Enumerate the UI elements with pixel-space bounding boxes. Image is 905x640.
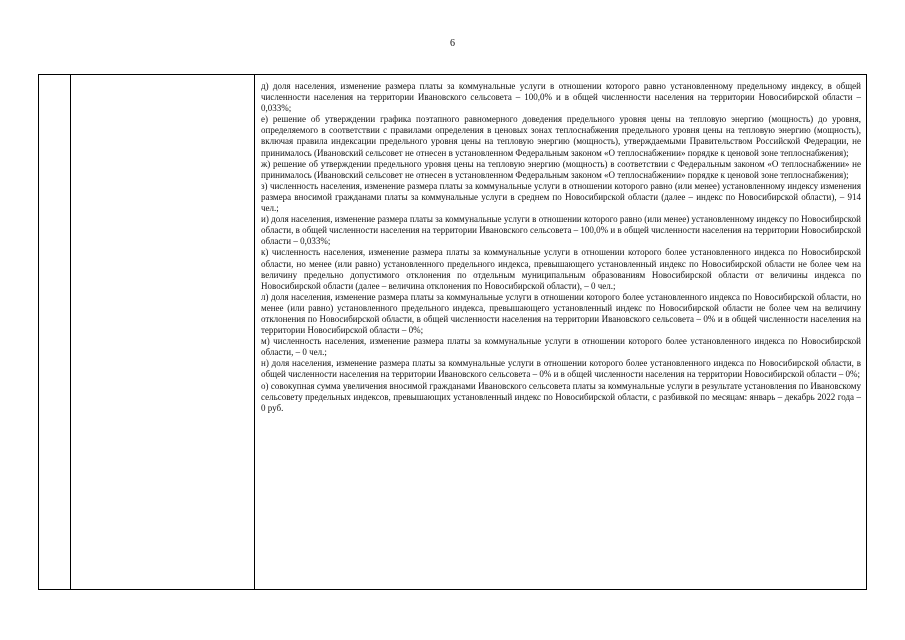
- table-column-name: [71, 75, 255, 589]
- paragraph-o: о) совокупная сумма увеличения вносимой гражданами Ивановского сельсовета платы за коммунальные услуги в результате установления по Ивановскому сельсовету предельных индексов, превышающих установленный индекс по Новосибирской области, с разбивкой по месяцам: январь – декабрь 2022 года – 0 руб.: [261, 380, 861, 413]
- table-column-number: [39, 75, 71, 589]
- paragraph-e: е) решение об утверждении графика поэтапного равномерного доведения предельного уровня цены на тепловую энергию (мощность) до уровня, определяемого в соответствии с правилами определения в ценовых зонах теплоснабжения предельного уровня цены на тепловую энергию (мощность), включая правила индексации предельного уровня цены на тепловую энергию (мощность), утверждаемыми Правительством Российской Федерации, не принималось (Ивановский сельсовет не отнесен в установленном Федеральным законом «О теплоснабжении» порядке к ценовой зоне теплоснабжения);: [261, 114, 861, 158]
- paragraph-l: л) доля населения, изменение размера платы за коммунальные услуги в отношении которого более установленного индекса по Новосибирской области, но менее (или равно) установленного предельного индекса, превышающего установленный индекс по Новосибирской области не более чем на величину отклонения по Новосибирской области, в общей численности населения на территории Ивановского сельсовета – 0% и в общей численности населения на территории Новосибирской области – 0%;: [261, 291, 861, 336]
- paragraph-k: к) численность населения, изменение размера платы за коммунальные услуги в отношении которого более установленного индекса по Новосибирской области, но менее (или равно) установленного предельного индекса, превышающего установленный индекс по Новосибирской области не более чем на величину предельно допустимого отклонения по отдельным муниципальным образованиям Новосибирской области от величины индекса по Новосибирской области (далее – величина отклонения по Новосибирской области), – 0 чел.;: [261, 247, 861, 291]
- paragraph-z: з) численность населения, изменение размера платы за коммунальные услуги в отношении которого равно (или менее) установленному индексу изменения размера вносимой гражданами платы за коммунальные услуги в среднем по Новосибирской области (далее – индекс по Новосибирской области), – 914 чел.;: [261, 180, 861, 214]
- paragraph-d: д) доля населения, изменение размера платы за коммунальные услуги в отношении которого равно установленному предельному индексу, в общей численности населения на территории Ивановского сельсовета – 100,0% и в общей численности населения на территории Новосибирской области – 0,033%;: [261, 81, 861, 114]
- paragraph-i: и) доля населения, изменение размера платы за коммунальные услуги в отношении которого равно (или менее) установленному индексу по Новосибирской области, в общей численности населения на территории Ивановского сельсовета – 100,0% и в общей численности населения на территории Новосибирской области – 0,033%;: [261, 214, 862, 247]
- document-table: [38, 74, 867, 590]
- page-number: 6: [450, 38, 455, 49]
- table-column-content: [255, 75, 866, 589]
- paragraph-zh: ж) решение об утверждении предельного уровня цены на тепловую энергию (мощность) в соответствии с Федеральным законом «О теплоснабжении» не принималось (Ивановский сельсовет не отнесен в установленном Федеральным законом «О теплоснабжении» порядке к ценовой зоне теплоснабжения);: [261, 158, 861, 180]
- paragraph-m: м) численность населения, изменение размера платы за коммунальные услуги в отношении которого более установленного индекса по Новосибирской области, – 0 чел.;: [261, 336, 861, 358]
- paragraph-n: н) доля населения, изменение размера платы за коммунальные услуги в отношении которого более установленного индекса по Новосибирской области, в общей численности населения на территории Ивановского сельсовета – 0% и в общей численности населения на территории Новосибирской области – 0%;: [261, 358, 861, 380]
